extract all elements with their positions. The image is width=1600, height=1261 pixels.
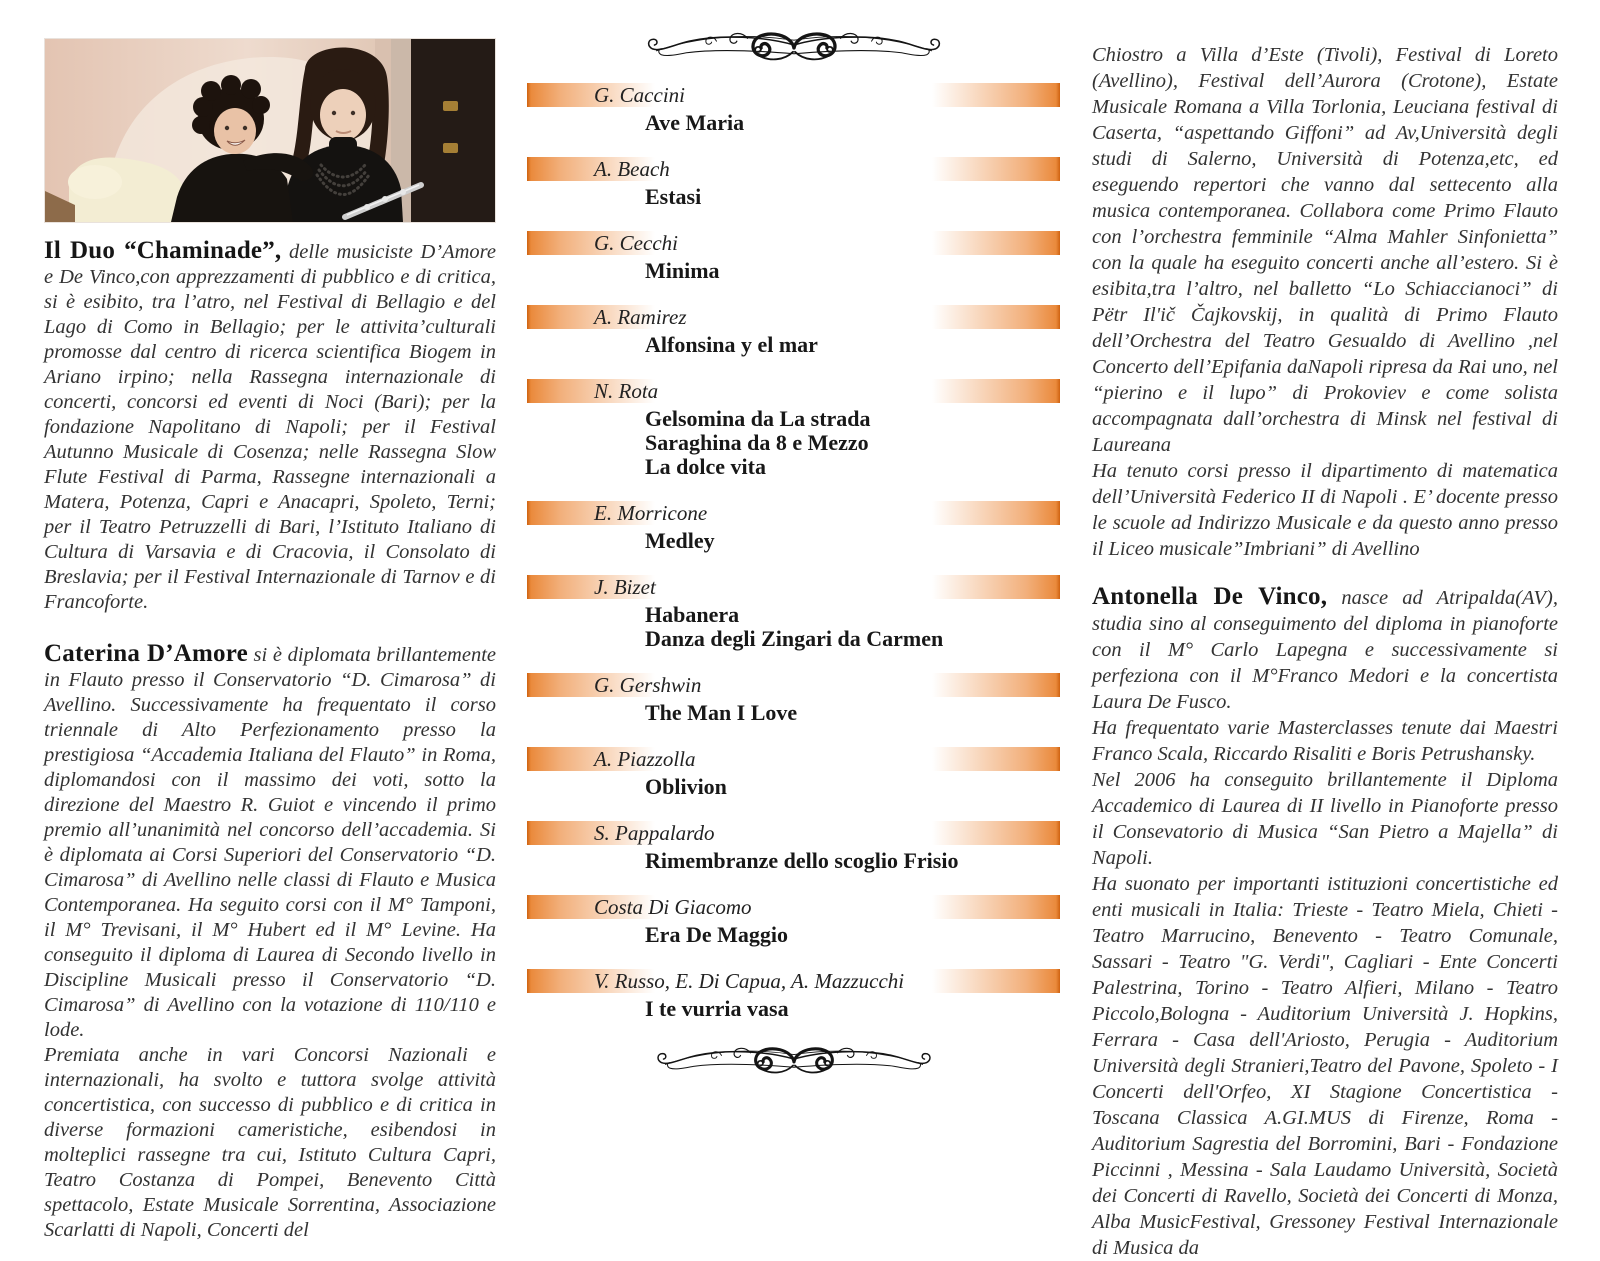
damore-text: si è diplomata brillantemente in Flauto presso il Conservatorio “D. Cimarosa” di Avellino. Successivamente ha frequentato il corso triennale di Alto Perfezionamento presso la prestigiosa “Accademia Italiana del Flauto” in Roma, diplomandosi con il massimo dei voti, sotto la direzione del Maestro R. Guiot e vincendo il primo premio all’unanimità nel concorso dell’accademia. Si è diplomata ai Corsi Superiori del Conservatorio “D. Cimarosa” di Avellino nelle classi di Flauto e Musica Contemporanea. Ha seguito corsi con il M° Tamponi, il M° Trevisani, il M° Hubert ed il M° Levine. Ha conseguito il diploma di Laurea di Secondo livello in Discipline Musicali presso il Conservatorio “D. Cimarosa” di Avellino con la votazione di 110/110 e lode.: [44, 644, 496, 1041]
piece-title: I te vurria vasa: [645, 996, 789, 1021]
composer-name: E. Morricone: [594, 501, 708, 525]
devinco-text: nasce ad Atripalda(AV), studia sino al conseguimento del diploma in pianoforte con il M° Carlo Lapegna e successivamente si perfeziona con il M°Franco Medori e la concertista Laura De Fusco.: [1092, 587, 1558, 713]
program-item: [527, 821, 1060, 873]
masterclasses-paragraph: Ha frequentato varie Masterclasses tenute dai Maestri Franco Scala, Riccardo Risaliti e Boris Petrushansky.: [1092, 717, 1558, 765]
program-item: [527, 305, 1060, 357]
duo-photo-illustration: [45, 39, 495, 222]
duo-text: delle musiciste D’Amore e De Vinco,con apprezzamenti di pubblico e di critica, si è esibito, tra l’atro, nel Festival di Bellagio e del Lago di Como in Bellagio; per le attivita’culturali promosse dal centro di ricerca scientifica Biogem in Ariano irpino; nella Rassegna internazionale di concerti, concorsi ed eventi di Noci (Bari); per la fondazione Napolitano di Napoli; per il Festival Autunno Musicale di Cosenza; nelle Rassegna Slow Flute Festival di Parma, Rassegne internazionali a Matera, Potenza, Capri e Anacapri, Spoleto, Terni; per il Teatro Petruzzelli di Bari, l’Istituto Italiano di Cultura di Varsavia e di Cracovia, il Consolato di Breslavia; per il Festival Internazionale di Tarnov e di Francoforte.: [44, 241, 496, 613]
photo-flute-key-3: [400, 189, 406, 195]
piece-title: Habanera: [645, 602, 740, 627]
program-item-band: [527, 747, 1060, 771]
piece-titles: [527, 997, 1060, 1021]
duo-heading: Il Duo “Chaminade”,: [44, 237, 282, 264]
photo-door-hinge-2: [443, 143, 458, 153]
composer-name: N. Rota: [594, 379, 659, 403]
program-item: [527, 747, 1060, 799]
program-item-band: [527, 575, 1060, 599]
photo-left-woman-eye: [225, 126, 229, 130]
photo-hair-curl-5: [252, 96, 270, 114]
photo-hair-curl-6: [192, 116, 210, 134]
program-column: [527, 0, 1060, 1082]
composer-name: G. Caccini: [594, 83, 685, 107]
photo-left-woman-face: [214, 108, 256, 154]
teaching-paragraph: Ha tenuto corsi presso il dipartimento di matematica dell’Università Federico II di Napoli . E’ docente presso le scuole ad Indirizzo Musicale e da questo anno presso il Liceo musicale”Imbriani” di Avellino: [1092, 460, 1558, 560]
program-item: [527, 673, 1060, 725]
piece-title: Estasi: [645, 184, 702, 209]
program-item-band: [527, 895, 1060, 919]
composer-name: A. Ramirez: [594, 305, 687, 329]
program-list: [527, 83, 1060, 1021]
photo-left-woman-eye-2: [243, 126, 247, 130]
photo-right-woman-eye: [332, 111, 336, 115]
piece-titles: [527, 529, 1060, 553]
piece-titles: [527, 259, 1060, 283]
damore-continuation-paragraph: Chiostro a Villa d’Este (Tivoli), Festival di Loreto (Avellino), Festival dell’Aurora (Crotone), Estate Musicale Romana a Villa Torlonia, Leuciana festival di Caserta, “aspettando Giffoni” ad Av,Università degli studi di Salerno, Università di Potenza,etc, ed eseguendo repertori che vanno dal settecento alla musica contemporanea. Collabora come Primo Flauto con l’orchestra femminile “Alma Mahler Sinfonietta” con la quale ha eseguito concerti anche all’estero. Si è esibita,tra l’altro, nel balletto “Lo Schiaccianoci” di Pëtr Il'ič Čajkovskij, in qualità di Primo Flauto dell’Orchestra del Teatro Gesualdo di Avellino ,nel Concerto dell’Epifania daNapoli ripresa da Rai uno, nel “pierino e il lupo” di Prokoviev e come solista accompagnata dall’orchestra di Minsk nel festival di Laureana: [1092, 44, 1558, 456]
program-item-band: [527, 231, 1060, 255]
diploma-paragraph: Nel 2006 ha conseguito brillantemente il Diploma Accademico di Laurea di II livello in Pianoforte presso il Consevatorio di Musica “San Pietro a Majella” di Napoli.: [1092, 769, 1558, 869]
concert-venues-paragraph: Ha suonato per importanti istituzioni concertistiche ed enti musicali in Italia: Trieste - Teatro Miela, Chieti - Teatro Marrucino, Benevento - Teatro Comunale, Sassari - Teatro "G. Verdi", Cagliari - Ente Concerti Palestrina, Torino - Teatro Alfieri, Milano - Teatro Piccolo,Bologna - Auditorium Università J. Hopkins, Ferrara - Casa dell'Ariosto, Perugia - Auditorium Università degli Stranieri,Teatro del Pavone, Spoleto - I Concerti dell'Orfeo, XI Stagione Concertistica - Toscana Classica A.GI.MUS di Firenze, Roma - Auditorium Sagrestia del Borromini, Bari - Fondazione Piccinni , Messina - Sala Laudamo Università, Società dei Concerti di Ravello, Società dei Concerti di Monza, Alba MusicFestival, Gressoney Festival Internazionale di Musica da: [1092, 873, 1558, 1259]
program-item: [527, 157, 1060, 209]
piece-title: Saraghina da 8 e Mezzo: [645, 430, 869, 455]
composer-name: A. Piazzolla: [594, 747, 696, 771]
piece-titles: [527, 701, 1060, 725]
piece-title: Minima: [645, 258, 720, 283]
photo-hair-curl-3: [221, 75, 241, 95]
damore-heading: Caterina D’Amore: [44, 640, 248, 667]
program-item: [527, 501, 1060, 553]
duo-photo: [44, 38, 496, 223]
piece-titles: [527, 333, 1060, 357]
piece-title: Era De Maggio: [645, 922, 788, 947]
left-column: [44, 38, 496, 1243]
photo-flute-key-2: [382, 196, 388, 202]
photo-flute-key: [364, 204, 370, 210]
composer-name: J. Bizet: [594, 575, 656, 599]
program-item: [527, 379, 1060, 479]
program-item-band: [527, 821, 1060, 845]
photo-right-woman-collar: [329, 137, 357, 153]
composer-name: V. Russo, E. Di Capua, A. Mazzucchi: [594, 969, 905, 993]
program-item-band: [527, 501, 1060, 525]
program-item-band: [527, 157, 1060, 181]
piece-title: Oblivion: [645, 774, 727, 799]
devinco-paragraph: [1092, 584, 1558, 715]
photo-door-hinge: [443, 101, 458, 111]
flourish-ornament-top: [527, 28, 1060, 69]
program-item-band: [527, 379, 1060, 403]
composer-name: S. Pappalardo: [594, 821, 715, 845]
piece-titles: [527, 111, 1060, 135]
composer-name: A. Beach: [594, 157, 670, 181]
flourish-ornament-bottom: [527, 1043, 1060, 1082]
piece-titles: [527, 923, 1060, 947]
program-item-band: [527, 969, 1060, 993]
composer-name: Costa Di Giacomo: [594, 895, 752, 919]
devinco-heading: Antonella De Vinco,: [1092, 583, 1328, 610]
piece-title: Ave Maria: [645, 110, 745, 135]
composer-name: G. Cecchi: [594, 231, 678, 255]
piece-title: Gelsomina da La strada: [645, 406, 871, 431]
piece-title: Medley: [645, 528, 715, 553]
program-item: [527, 83, 1060, 135]
piece-title: Alfonsina y el mar: [645, 332, 818, 357]
piece-titles: [527, 603, 1060, 651]
program-item: [527, 575, 1060, 651]
photo-hair-curl-2: [201, 81, 221, 101]
piece-title: Rimembranze dello scoglio Frisio: [645, 848, 959, 873]
photo-sofa-arm: [68, 165, 122, 199]
composer-name: G. Gershwin: [594, 673, 702, 697]
damore-paragraph-2: Premiata anche in vari Concorsi Nazionali e internazionali, ha svolto e tuttora svolge attività concertistica, con successo di pubblico e di critica in diverse formazioni cameristiche, esibendosi in molteplici rassegne tra cui, Istituto Cultura Capri, Teatro Costanza di Pompei, Benevento Città spettacolo, Estate Musicale Sorrentina, Associazione Scarlatti di Napoli, Concerti del: [44, 1044, 496, 1241]
duo-paragraph: [44, 238, 496, 615]
piece-titles: [527, 407, 1060, 479]
piece-title: Danza degli Zingari da Carmen: [645, 626, 944, 651]
program-item: [527, 895, 1060, 947]
right-column: [1092, 42, 1558, 1261]
piece-titles: [527, 849, 1060, 873]
damore-paragraph: [44, 641, 496, 1043]
photo-hair-curl-4: [241, 79, 261, 99]
program-item: [527, 231, 1060, 283]
program-item-band: [527, 673, 1060, 697]
photo-right-woman-eye-2: [351, 111, 355, 115]
piece-titles: [527, 185, 1060, 209]
program-item: [527, 969, 1060, 1021]
piece-title: La dolce vita: [645, 454, 766, 479]
photo-door: [411, 39, 495, 222]
piece-titles: [527, 775, 1060, 799]
piece-title: The Man I Love: [645, 700, 798, 725]
program-item-band: [527, 83, 1060, 107]
program-item-band: [527, 305, 1060, 329]
